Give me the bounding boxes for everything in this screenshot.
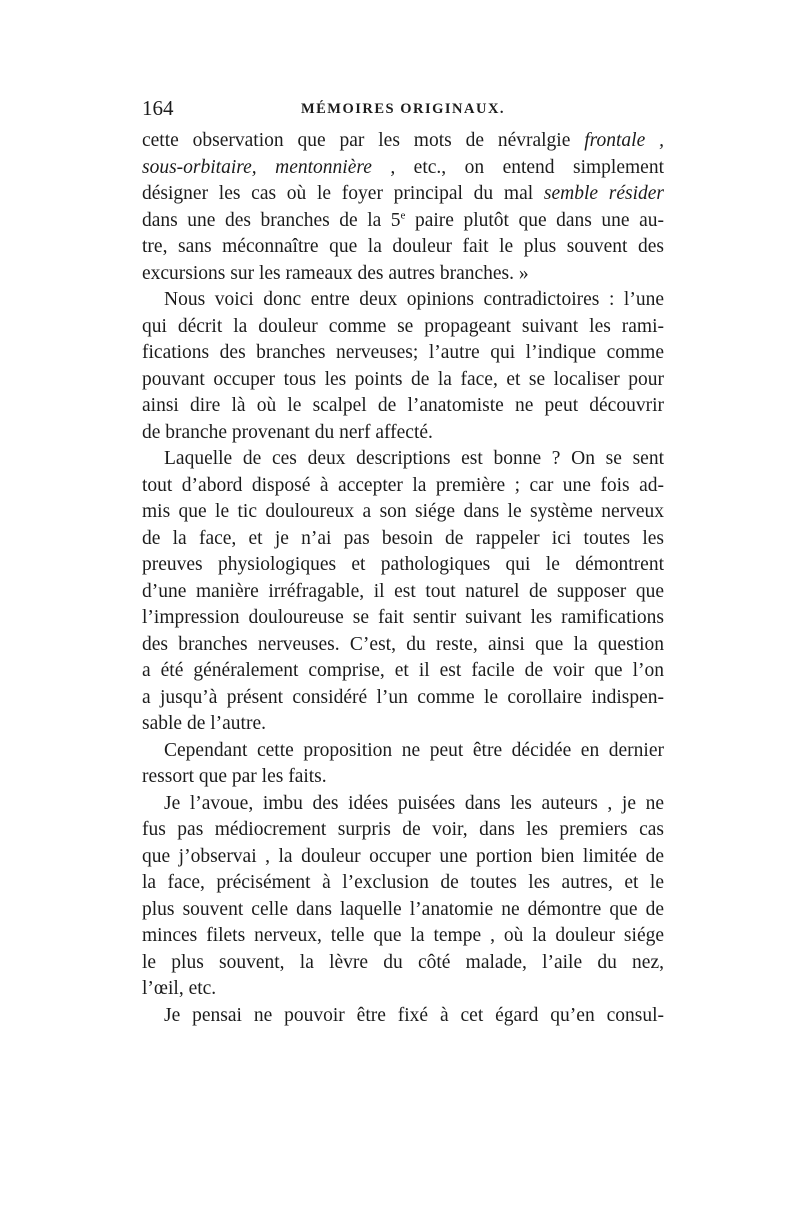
text-line <box>142 923 664 950</box>
text-line <box>142 208 664 235</box>
text-run: fications des branches nerveuses; l’autre qui l’indique comme <box>142 342 664 363</box>
text-run: excursions sur les rameaux des autres branches. » <box>142 262 529 284</box>
text-run: a été généralement comprise, et il est facile de voir que l’on <box>142 660 664 681</box>
text-run: de branche provenant du nerf affecté. <box>142 421 433 443</box>
text-run: Laquelle de ces deux descriptions est bonne ? On se sent <box>164 448 664 469</box>
text-line <box>142 420 664 447</box>
text-run: des branches nerveuses. C’est, du reste, ainsi que la question <box>142 633 664 655</box>
text-run: a jusqu’à présent considéré l’un comme le corollaire indispen- <box>142 686 664 708</box>
text-line <box>142 711 664 738</box>
text-run: tre, sans méconnaître que la douleur fait le plus souvent des <box>142 236 664 257</box>
text-line <box>142 950 664 977</box>
text-line <box>142 526 664 553</box>
text-line <box>142 605 664 632</box>
text-line <box>142 181 664 208</box>
book-page <box>142 94 664 1029</box>
text-run: d’une manière irréfragable, il est tout naturel de supposer que <box>142 580 664 602</box>
page-number: 164 <box>142 96 174 120</box>
text-run: dans une des branches de la 5 <box>142 209 401 231</box>
superscript: e <box>400 209 406 221</box>
text-run: pouvant occuper tous les points de la face, et se localiser pour <box>142 368 664 390</box>
text-line <box>142 128 664 155</box>
text-run: désigner les cas où le foyer principal du mal <box>142 183 544 204</box>
text-line <box>142 1003 664 1030</box>
text-run: de la face, et je n’ai pas besoin de rappeler ici toutes les <box>142 527 664 549</box>
italic-text: semble résider <box>543 183 664 204</box>
text-run: qui décrit la douleur comme se propageant suivant les rami- <box>142 315 664 337</box>
text-run: preuves physiologiques et pathologiques qui le démontrent <box>142 554 664 575</box>
page-header <box>142 94 664 128</box>
text-run: mis que le tic douloureux a son siége dans le système nerveux <box>142 501 664 522</box>
text-run: Je pensai ne pouvoir être fixé à cet égard qu’en consul- <box>164 1004 664 1026</box>
text-line <box>142 738 664 765</box>
text-run: plus souvent celle dans laquelle l’anatomie ne démontre que de <box>142 898 664 920</box>
body-text <box>142 128 664 1029</box>
text-run: etc., on entend simplement <box>395 156 664 178</box>
text-run: fus pas médiocrement surpris de voir, dans les premiers cas <box>142 819 664 840</box>
text-line <box>142 367 664 394</box>
text-line <box>142 473 664 500</box>
text-line <box>142 234 664 261</box>
text-line <box>142 764 664 791</box>
text-line <box>142 658 664 685</box>
text-line <box>142 499 664 526</box>
text-line <box>142 976 664 1003</box>
text-line <box>142 155 664 182</box>
text-run: que j’observai , la douleur occuper une portion bien limitée de <box>142 845 664 867</box>
text-line <box>142 552 664 579</box>
text-run: le plus souvent, la lèvre du côté malade, l’aile du nez, <box>142 951 664 973</box>
text-line <box>142 897 664 924</box>
text-run: ainsi dire là où le scalpel de l’anatomiste ne peut découvrir <box>142 395 664 416</box>
text-line <box>142 791 664 818</box>
running-title: MÉMOIRES ORIGINAUX. <box>300 101 506 117</box>
text-run: Nous voici donc entre deux opinions contradictoires : l’une <box>164 289 664 310</box>
text-line <box>142 579 664 606</box>
text-line <box>142 870 664 897</box>
italic-text: frontale , <box>584 130 664 151</box>
italic-text: sous-orbitaire, mentonnière , <box>142 156 396 178</box>
text-line <box>142 340 664 367</box>
text-line <box>142 632 664 659</box>
text-run: minces filets nerveux, telle que la tempe , où la douleur siége <box>142 925 664 946</box>
text-run: tout d’abord disposé à accepter la première ; car une fois ad- <box>142 474 664 496</box>
text-run: paire plutôt que dans une au- <box>405 209 664 231</box>
text-line <box>142 817 664 844</box>
text-run: l’œil, etc. <box>142 978 217 999</box>
text-run: ressort que par les faits. <box>142 766 327 787</box>
text-run: cette observation que par les mots de névralgie <box>142 130 585 151</box>
text-run: Je l’avoue, imbu des idées puisées dans les auteurs , je ne <box>164 792 664 814</box>
text-line <box>142 446 664 473</box>
text-run: Cependant cette proposition ne peut être décidée en dernier <box>164 739 664 761</box>
text-run: la face, précisément à l’exclusion de toutes les autres, et le <box>142 872 664 893</box>
text-run: sable de l’autre. <box>142 713 266 734</box>
text-line <box>142 393 664 420</box>
text-line <box>142 287 664 314</box>
text-line <box>142 844 664 871</box>
text-line <box>142 685 664 712</box>
text-line <box>142 314 664 341</box>
text-run: l’impression douloureuse se fait sentir suivant les ramifications <box>142 607 664 628</box>
text-line <box>142 261 664 288</box>
